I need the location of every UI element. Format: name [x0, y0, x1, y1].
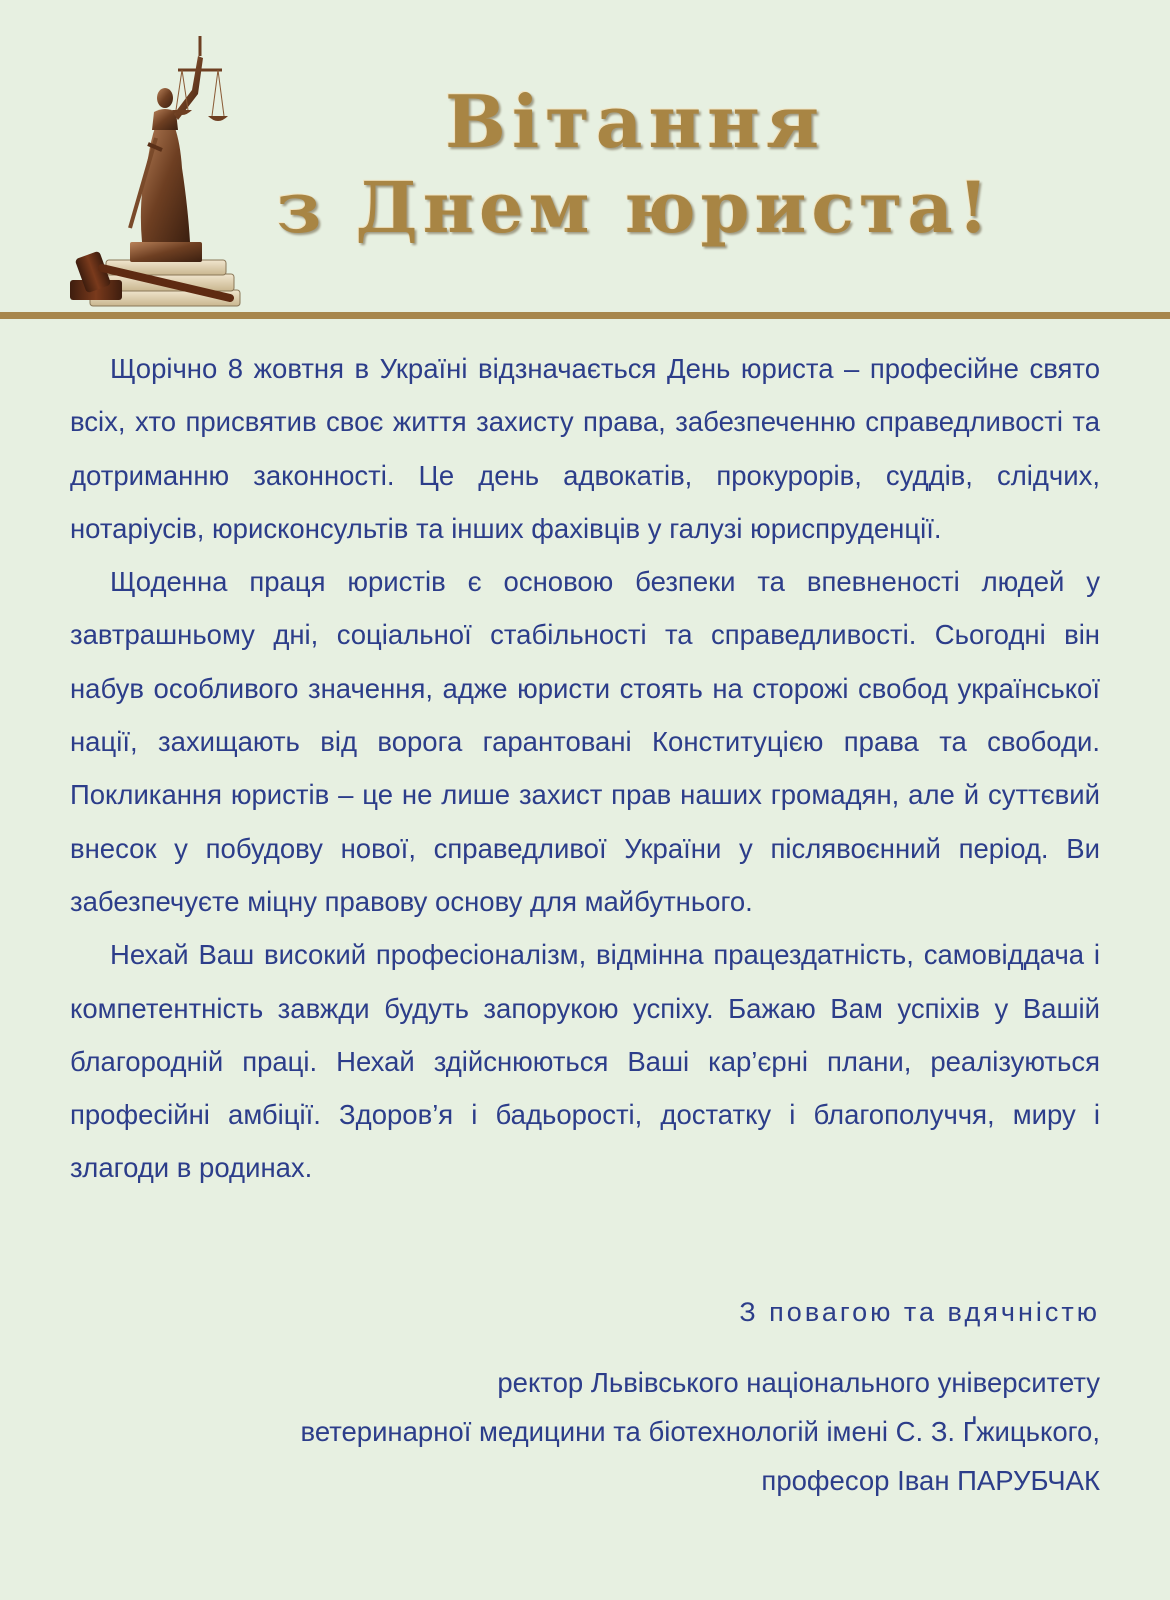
signature-line-3: професор Іван ПАРУБЧАК: [761, 1465, 1100, 1496]
paragraph-3: Нехай Ваш високий професіоналізм, відмінна працездатність, самовіддача і компетентність завжди будуть запорукою успіху. Бажаю Вам успіхів у Вашій благородній праці. Нехай здійснюються Ваші кар’єрні плани, реалізуються професійні амбіції. Здоров’я і бадьорості, достатку і благополуччя, миру і злагоди в родинах.: [70, 939, 1100, 1184]
signature-line-2: ветеринарної медицини та біотехнологій імені С. З. Ґжицького,: [300, 1416, 1100, 1447]
paragraph-2: Щоденна праця юристів є основою безпеки та впевненості людей у завтрашньому дні, соціальної стабільності та справедливості. Сьогодні він набув особливого значення, адже юристи стоять на сторожі свобод української нації, захищають від ворога гарантовані Конституцією права та свободи. Покликання юристів – це не лише захист прав наших громадян, але й суттєвий внесок у побудову нової, справедливої України у післявоєнний період. Ви забезпечуєте міцну правову основу для майбутнього.: [70, 566, 1100, 917]
signature-line-1: ректор Львівського національного університету: [497, 1367, 1100, 1398]
signature-block: [200, 1294, 1100, 1505]
title-line-2: з Днем юриста!: [276, 166, 994, 250]
greeting-body: [70, 342, 1100, 1195]
header-divider: [0, 312, 1170, 319]
signature-greeting: З повагою та вдячністю: [739, 1297, 1100, 1327]
page-title: [255, 79, 1015, 250]
themis-statue-gavel-icon: [60, 28, 250, 313]
header: [0, 0, 1170, 318]
title-line-1: Вітання: [444, 79, 826, 164]
paragraph-1: Щорічно 8 жовтня в Україні відзначається День юриста – професійне свято всіх, хто присвятив своє життя захисту права, забезпеченню справедливості та дотриманню законності. Це день адвокатів, прокурорів, суддів, слідчих, нотаріусів, юрисконсультів та інших фахівців у галузі юриспруденції.: [70, 353, 1100, 544]
